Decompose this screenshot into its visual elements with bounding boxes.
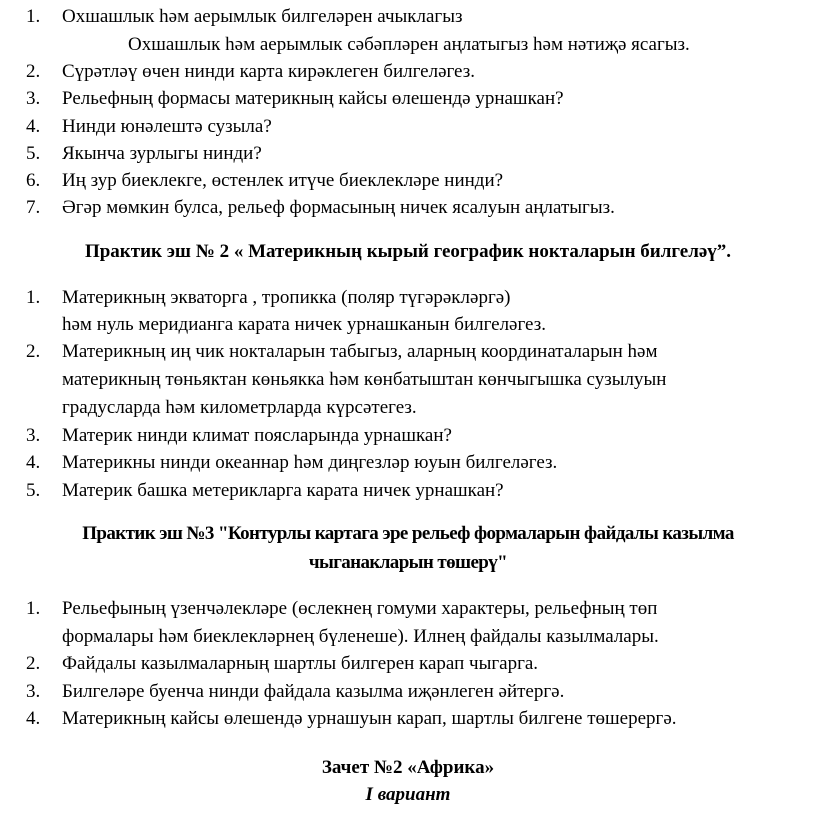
list-item-text: Рельефның формасы материкның кайсы өлешендә урнашкан? bbox=[62, 88, 564, 109]
list-item-text: Әгәр мөмкин булса, рельеф формасының ничек ясалуын аңлатыгыз. bbox=[62, 197, 615, 218]
list-number: 2. bbox=[26, 653, 41, 674]
list-item-text: Охшашлык һәм аерымлык билгеләрен ачыклагыз bbox=[62, 6, 463, 27]
list-item-text: Файдалы казылмаларның шартлы билгерен карап чыгарга. bbox=[62, 653, 539, 674]
section2-title: Практик эш № 2 « Материкның кырый географик нокталарын билгеләү”. bbox=[84, 241, 732, 262]
list-item-text: Якынча зурлыгы нинди? bbox=[62, 143, 262, 164]
list-item-text: Материк башка метерикларга карата ничек урнашкан? bbox=[62, 480, 504, 501]
list-item-text: Иң зур биеклекге, өстенлек итүче биеклекләре нинди? bbox=[62, 170, 504, 191]
variant-title: I вариант bbox=[365, 784, 451, 805]
list-number: 4. bbox=[26, 708, 41, 729]
list-item-text: Сүрәтләү өчен нинди карта кирәклеген билгеләгез. bbox=[62, 61, 475, 82]
list-number: 1. bbox=[26, 598, 41, 619]
list-item-text: Материкның иң чик нокталарын табыгыз, аларның координаталарын һәм bbox=[62, 341, 658, 362]
list-number: 1. bbox=[26, 287, 41, 308]
list-item-text: Билгеләре буенча нинди файдала казылма иҗәнлеген әйтергә. bbox=[62, 681, 565, 702]
section3-title-line2: чыганакларын төшерү" bbox=[308, 552, 508, 573]
list-number: 3. bbox=[26, 681, 41, 702]
list-number: 2. bbox=[26, 341, 41, 362]
section3-title-line1: Практик эш №3 "Контурлы картага эре рельеф формаларын файдалы казылма bbox=[82, 523, 734, 544]
list-item-text: Материк нинди климат поясларында урнашкан? bbox=[62, 425, 452, 446]
list-number: 5. bbox=[26, 143, 41, 164]
list-item-text: градусларда һәм километрларда күрсәтегез. bbox=[62, 397, 417, 418]
list-item-text: Материкны нинди океаннар һәм диңгезләр юуын билгеләгез. bbox=[62, 452, 558, 473]
list-number: 4. bbox=[26, 452, 41, 473]
list-number: 3. bbox=[26, 88, 41, 109]
list-item-text: Рельефының үзенчәлекләре (өслекнең гомуми характеры, рельефның төп bbox=[62, 598, 658, 619]
list-number: 5. bbox=[26, 480, 41, 501]
list-number: 4. bbox=[26, 116, 41, 137]
list-number: 3. bbox=[26, 425, 41, 446]
list-item-text: формалары һәм биеклекләрнең бүленеше). Илнең файдалы казылмалары. bbox=[62, 626, 659, 647]
zachet-title: Зачет №2 «Африка» bbox=[321, 757, 495, 778]
list-item-text: материкның төньяктан көньякка һәм көнбатыштан көнчыгышка сузылуын bbox=[62, 369, 667, 390]
list-number: 7. bbox=[26, 197, 41, 218]
list-item-text: Материкның кайсы өлешендә урнашуын карап, шартлы билгене төшерергә. bbox=[62, 708, 677, 729]
list-item-text: Нинди юнәлештә сузыла? bbox=[62, 116, 272, 137]
list-item-text: һәм нуль меридианга карата ничек урнашканын билгеләгез. bbox=[62, 314, 546, 335]
list-item-text: Охшашлык һәм аерымлык сәбәпләрен аңлатыгыз һәм нәтиҗә ясагыз. bbox=[128, 34, 690, 55]
list-item-text: Материкның экваторга , тропикка (поляр түгәрәкләргә) bbox=[62, 287, 511, 308]
list-number: 2. bbox=[26, 61, 41, 82]
list-number: 1. bbox=[26, 6, 41, 27]
list-number: 6. bbox=[26, 170, 41, 191]
